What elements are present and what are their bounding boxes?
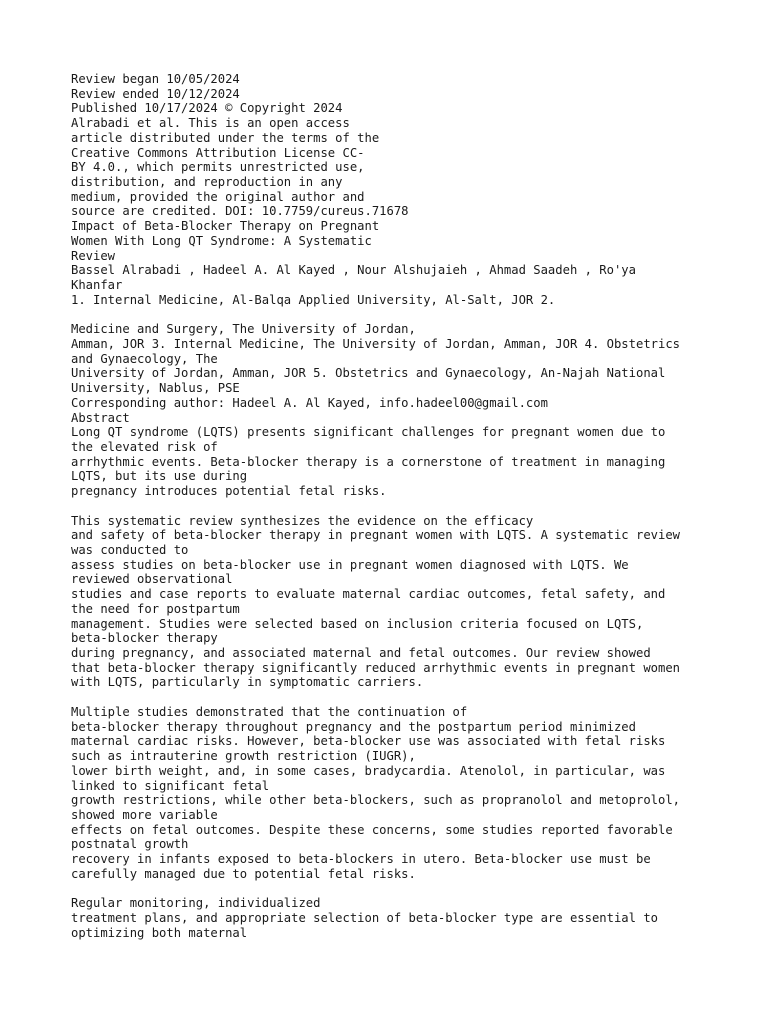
blank-line — [71, 690, 721, 705]
abstract-line: pregnancy introduces potential fetal risks. — [71, 484, 387, 499]
title-line: Impact of Beta-Blocker Therapy on Pregnant — [71, 219, 380, 234]
abstract-line: that beta-blocker therapy significantly reduced arrhythmic events in pregnant women — [71, 660, 681, 675]
abstract-line: reviewed observational — [71, 572, 233, 587]
abstract-line: beta-blocker therapy throughout pregnancy and the postpartum period minimized — [71, 719, 636, 734]
abstract-line: was conducted to — [71, 543, 189, 557]
license-line: medium, provided the original author and — [71, 189, 365, 204]
review-ended: Review ended 10/12/2024 — [71, 86, 240, 101]
abstract-line: management. Studies were selected based on inclusion criteria focused on LQTS, — [71, 616, 644, 631]
author-list — [71, 263, 721, 292]
abstract-line: growth restrictions, while other beta-blockers, such as propranolol and metoprolol, — [71, 793, 681, 808]
abstract-line: and safety of beta-blocker therapy in pregnant women with LQTS. A systematic review — [71, 528, 681, 543]
blank-line — [71, 499, 721, 514]
license-line: distribution, and reproduction in any — [71, 175, 343, 190]
abstract-line: LQTS, but its use during — [71, 469, 248, 484]
license-line: BY 4.0., which permits unrestricted use, — [71, 160, 365, 175]
abstract-line: recovery in infants exposed to beta-blockers in utero. Beta-blocker use must be — [71, 852, 651, 867]
abstract-paragraph-3 — [71, 705, 721, 882]
abstract-line: the elevated risk of — [71, 439, 218, 454]
abstract-heading: Abstract — [71, 410, 130, 425]
affiliation-line: Amman, JOR 3. Internal Medicine, The University of Jordan, Amman, JOR 4. Obstetrics — [71, 336, 681, 351]
abstract-line: the need for postpartum — [71, 601, 240, 616]
abstract-line: This systematic review synthesizes the evidence on the efficacy — [71, 513, 534, 528]
affiliations — [71, 293, 721, 396]
license-line: Creative Commons Attribution License CC- — [71, 145, 365, 160]
abstract-line: treatment plans, and appropriate selection of beta-blocker type are essential to — [71, 910, 658, 925]
abstract-line: such as intrauterine growth restriction (IUGR), — [71, 749, 416, 764]
abstract-line: beta-blocker therapy — [71, 631, 218, 646]
abstract-paragraph-4 — [71, 896, 721, 940]
abstract-line: Multiple studies demonstrated that the continuation of — [71, 704, 468, 719]
abstract-line: Regular monitoring, individualized — [71, 896, 321, 911]
abstract-line: carefully managed due to potential fetal risks. — [71, 866, 416, 881]
abstract-line: postnatal growth — [71, 837, 189, 852]
article-title — [71, 219, 721, 263]
affiliation-line: and Gynaecology, The — [71, 351, 218, 366]
abstract-line: arrhythmic events. Beta-blocker therapy is a cornerstone of treatment in managing — [71, 454, 666, 469]
abstract-line: assess studies on beta-blocker use in pregnant women diagnosed with LQTS. We — [71, 557, 629, 572]
license-line: Published 10/17/2024 © Copyright 2024 — [71, 101, 343, 116]
abstract-line: showed more variable — [71, 807, 218, 822]
author-line: Khanfar — [71, 278, 123, 293]
review-began: Review began 10/05/2024 — [71, 72, 240, 86]
document-page — [71, 72, 721, 940]
abstract-line: effects on fetal outcomes. Despite these concerns, some studies reported favorable — [71, 822, 673, 837]
title-line: Women With Long QT Syndrome: A Systematic — [71, 233, 372, 248]
affiliation-line: Medicine and Surgery, The University of Jordan, — [71, 322, 416, 337]
abstract-line: linked to significant fetal — [71, 778, 270, 793]
affiliation-line: University, Nablus, PSE — [71, 381, 240, 396]
blank-line — [71, 882, 721, 897]
affiliation-line: 1. Internal Medicine, Al-Balqa Applied University, Al-Salt, JOR 2. — [71, 292, 556, 307]
affiliation-line: University of Jordan, Amman, JOR 5. Obstetrics and Gynaecology, An-Najah National — [71, 366, 666, 381]
review-info — [71, 72, 721, 219]
abstract-line: studies and case reports to evaluate maternal cardiac outcomes, fetal safety, and — [71, 587, 666, 602]
corresponding-author: Corresponding author: Hadeel A. Al Kayed, info.hadeel00@gmail.com — [71, 395, 548, 410]
abstract-line: with LQTS, particularly in symptomatic carriers. — [71, 675, 424, 690]
abstract-line: lower birth weight, and, in some cases, bradycardia. Atenolol, in particular, was — [71, 763, 666, 778]
abstract-line: maternal cardiac risks. However, beta-blocker use was associated with fetal risks — [71, 734, 666, 749]
abstract-line: Long QT syndrome (LQTS) presents significant challenges for pregnant women due to — [71, 425, 666, 440]
abstract-line: optimizing both maternal — [71, 925, 248, 940]
license-line: source are credited. DOI: 10.7759/cureus.71678 — [71, 204, 409, 219]
author-line: Bassel Alrabadi , Hadeel A. Al Kayed , Nour Alshujaieh , Ahmad Saadeh , Ro'ya — [71, 263, 636, 278]
title-line: Review — [71, 248, 116, 263]
license-line: article distributed under the terms of the — [71, 130, 380, 145]
blank-line — [71, 308, 721, 323]
abstract-line: during pregnancy, and associated maternal and fetal outcomes. Our review showed — [71, 646, 651, 661]
license-line: Alrabadi et al. This is an open access — [71, 116, 350, 131]
abstract-paragraph-1 — [71, 425, 721, 499]
abstract-paragraph-2 — [71, 514, 721, 691]
